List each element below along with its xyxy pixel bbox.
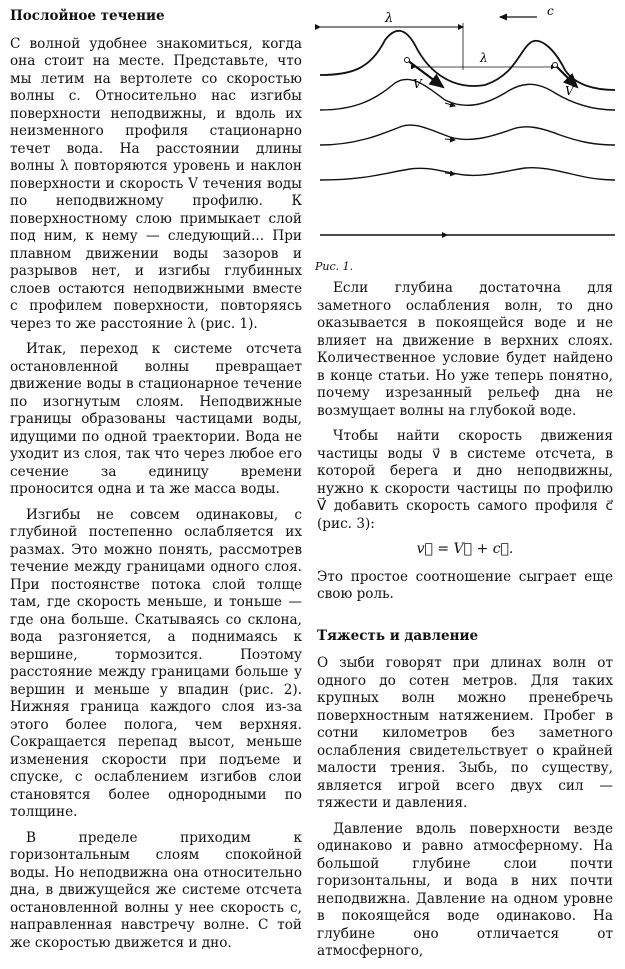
velocity-formula: v⃗ = V⃗ + c⃗. — [416, 541, 514, 557]
left-paragraph-3: Изгибы не совсем одинаковы, с глубиной постепенно ослабляется их размах. Это можно понять, рассмотрев течение между границами одного слоя. При постоянстве потока слой толще там, где скорость меньше, и тоньше — где она больше. Скатываясь со склона, вода разгоняется, а поднимаясь к вершине, тормозится. Поэтому расстояние между границами больше у вершин и меньше у впадин (рис. 2). Нижняя граница каждого слоя из-за этого более полога, чем верхняя. Сокращается перепад высот, меньше изменения скорости при подъеме и спуске, с ослаблением изгибов слои становятся более однородными по толщине. — [10, 506, 302, 820]
figure-1-wave-layers — [315, 5, 615, 260]
layer-3 — [320, 125, 615, 145]
V-label-2: V — [565, 84, 574, 98]
left-paragraph-4: В пределе приходим к горизонтальным слоям спокойной воды. Но неподвижна она относительно дна, в движущейся же системе отсчета остановленной волны у нее скорость c, направленная навстречу волне. С той же скоростью движется и дно. — [10, 829, 302, 951]
section-heading-gravity-pressure: Тяжесть и давление — [317, 627, 479, 644]
layer3-arrow — [445, 139, 455, 140]
right-column — [317, 280, 613, 969]
lambda-label-mid: λ — [480, 51, 488, 65]
lambda-label-top: λ — [385, 11, 394, 26]
left-column — [10, 8, 302, 960]
particle-dot-1 — [405, 58, 410, 63]
particle-dot-2 — [553, 63, 558, 68]
left-paragraph-2: Итак, переход к системе отсчета остановленной волны превращает движение воды в стационарное течение по изогнутым слоям. Неподвижные границы образованы частицами воды, идущими по одной траектории. Вода не уходит из слоя, так что через любое его сечение за единицу времени проносится одна и та же масса воды. — [10, 341, 302, 497]
c-label: c — [547, 5, 554, 18]
right-paragraph-1: Если глубина достаточна для заметного ослабления волн, то дно оказывается в покоящейся воде и не влияет на движение в верхних слоях. Количественное условие будет найдено в конце статьи. Но уже теперь понятно, почему изрезанный рельеф дна не возмущает волны на глубокой воде. — [317, 280, 613, 419]
section-heading-layered-flow: Послойное течение — [10, 8, 165, 24]
right-paragraph-4: Давление вдоль поверхности везде одинаково и равно атмосферному. На большой глубине слои почти горизонтальны, и вода в них почти неподвижна. Давление на одном уровне в покоящейся воде одинаково. На глубине оно отличается от атмосферного, — [317, 820, 613, 959]
right-paragraph-2: Чтобы найти скорость движения частицы воды v⃗ в системе отсчета, в которой берега и дно неподвижны, нужно к скорости частицы по профилю V⃗ добавить скорость самого профиля c⃗ (рис. 3): — [317, 428, 613, 532]
layer-4 — [320, 168, 615, 180]
right-paragraph-3: О зыби говорят при длинах волн от одного до сотен метров. Для таких крупных волн можно пренебречь поверхностным натяжением. Пробег в сотни километров без заметного ослабления свидетельствует о крайней малости трения. Зыбь, по существу, является игрой всего двух сил — тяжести и давления. — [317, 655, 613, 811]
right-after-formula: Это простое соотношение сыграет еще свою роль. — [317, 568, 613, 602]
left-paragraph-1: С волной удобнее знакомиться, когда она стоит на месте. Представьте, что мы летим на вертолете со скоростью волны c. Относительно нас изгибы поверхности неподвижны, и вдоль их неизменного профиля стационарно течет вода. На расстоянии длины волны λ повторяются уровень и наклон поверхности и скорость V течения воды по неподвижному профилю. К поверхностному слою примыкает слой под ним, к нему — следующий... При плавном движении воды зазоров и разрывов нет, и изгибы глубинных слоев остаются неподвижными вместе с профилем поверхности, повторяясь через то же расстояние λ (рис. 1). — [10, 35, 302, 332]
figure-caption: Рис. 1. — [315, 260, 354, 273]
V-label-1: V — [413, 77, 422, 91]
